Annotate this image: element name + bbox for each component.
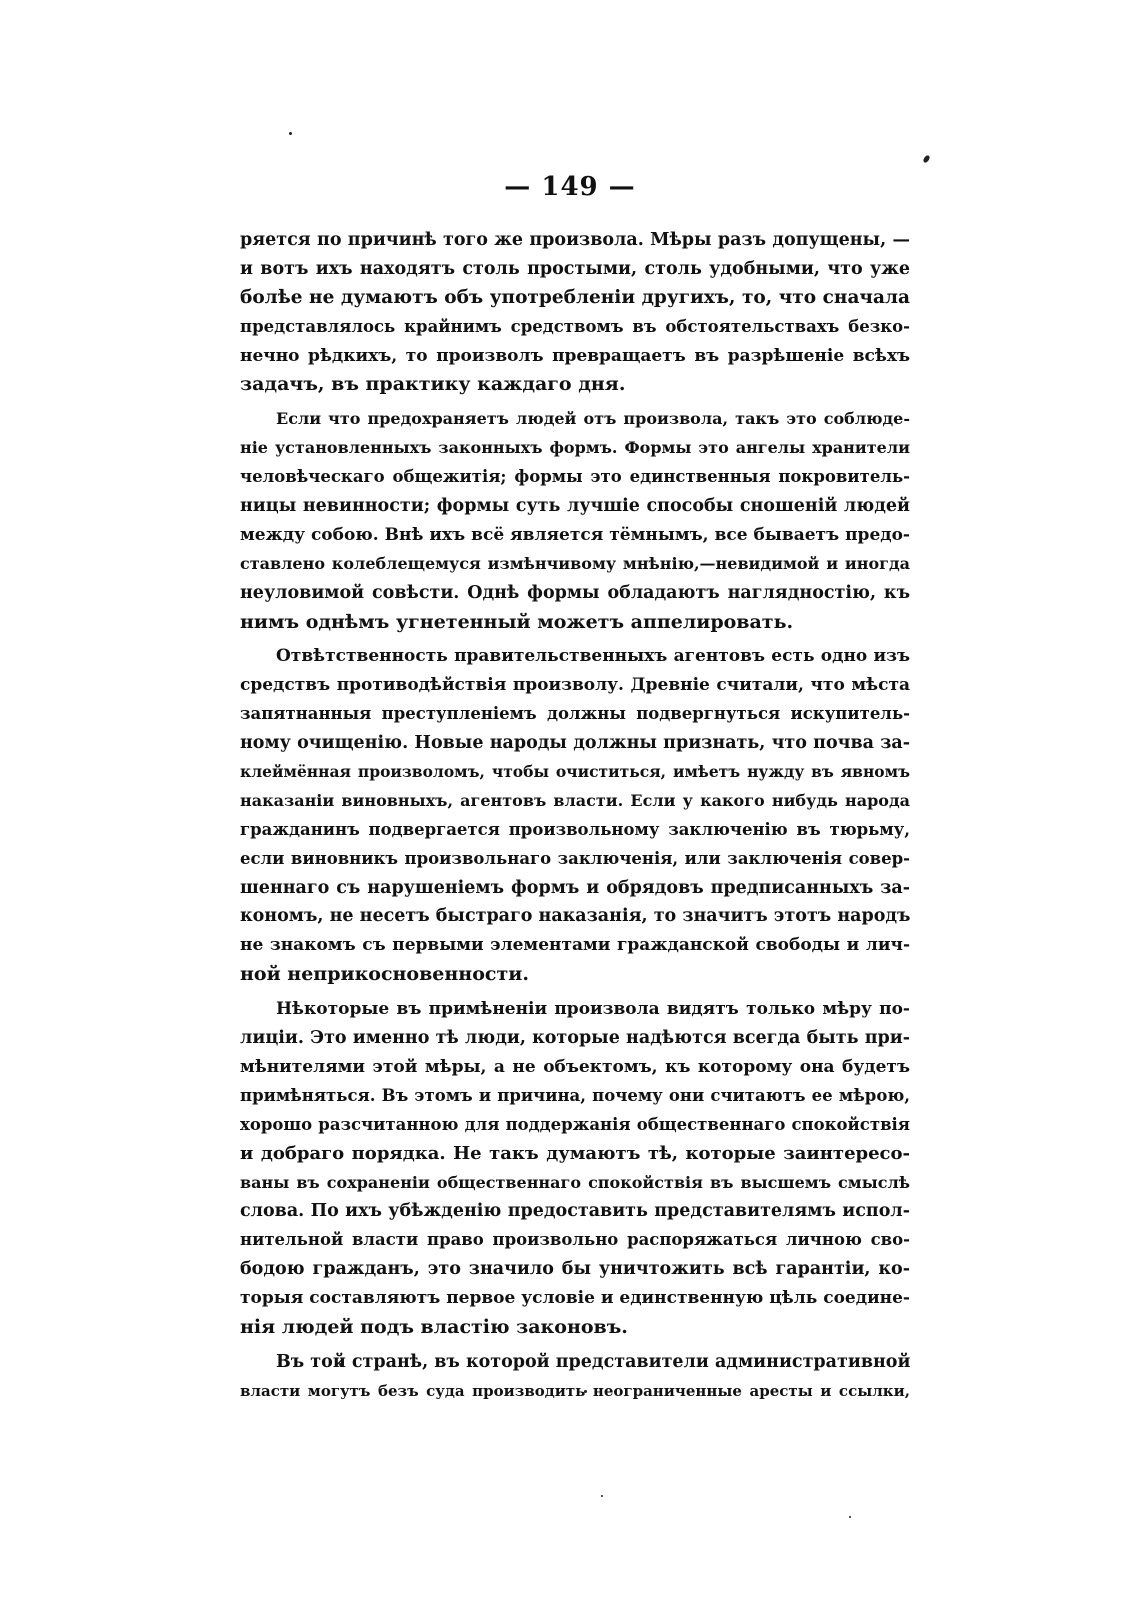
text-line: между собою. Внѣ ихъ всё является тёмнымъ, все бываетъ предо-	[240, 524, 910, 545]
text-line: ницы невинности; формы суть лучшiе способы сношенiй людей	[240, 496, 910, 517]
text-line: нительной власти право произвольно распоряжаться личною сво-	[240, 1230, 910, 1250]
text-line: торыя составляютъ первое условiе и единственную цѣль соедине-	[240, 1288, 910, 1309]
text-line: шеннаго съ нарушенiемъ формъ и обрядовъ предписанныхъ за-	[240, 877, 910, 898]
paragraph	[240, 405, 910, 636]
text-line: ставлено колеблещемуся измѣнчивому мнѣнiю,—невидимой и иногда	[240, 553, 910, 573]
text-line: хорошо разсчитанною для поддержанiя общественнаго спокойствiя	[240, 1114, 910, 1134]
scan-speck	[601, 1495, 603, 1497]
text-line: лицiи. Это именно тѣ люди, которые надѣются всегда быть при-	[240, 1028, 910, 1049]
paragraph	[240, 642, 910, 989]
text-line: и добраго порядка. Не такъ думаютъ тѣ, которые заинтересо-	[240, 1142, 910, 1164]
text-line: ному очищенiю. Новые народы должны признать, что почва за-	[240, 733, 910, 754]
text-line: человѣческаго общежитiя; формы это единственныя покровитель-	[240, 467, 910, 487]
text-line: наказанiи виновныхъ, агентовъ власти. Если у какого нибудь народа	[240, 790, 910, 810]
text-line: Въ той странѣ, въ которой представители административной	[276, 1351, 910, 1372]
text-line: запятнанныя преступленiемъ должны подвергнуться искупитель-	[240, 704, 910, 724]
text-line: слова. По ихъ убѣжденiю предоставить представителямъ испол-	[240, 1201, 910, 1222]
text-line: кономъ, не несетъ быстраго наказанiя, то значитъ этотъ народъ	[240, 906, 910, 927]
text-line: гражданинъ подвергается произвольному заключенiю въ тюрьму,	[240, 819, 910, 839]
text-line: болѣе не думаютъ объ употребленiи другихъ, то, что сначала	[240, 286, 910, 308]
text-line: задачъ, въ практику каждаго дня.	[240, 373, 626, 396]
text-line: неуловимой совѣсти. Однѣ формы обладаютъ наглядностiю, къ	[240, 582, 910, 603]
text-line: ряется по причинѣ того же произвола. Мѣры разъ допущены, —	[240, 230, 910, 250]
text-line: средствъ противодѣйствiя произволу. Древнiе считали, что мѣста	[240, 675, 910, 696]
text-line: нечно рѣдкихъ, то произволъ превращаетъ въ разрѣшенiе всѣхъ	[240, 345, 910, 366]
text-line: нимъ однѣмъ угнетенный можетъ аппелировать.	[240, 610, 794, 633]
text-line: ной неприкосновенности.	[240, 963, 529, 986]
text-line: Отвѣтственность правительственныхъ агентовъ есть одно изъ	[276, 646, 910, 667]
scan-speck	[289, 132, 292, 135]
text-line: и вотъ ихъ находятъ столь простыми, столь удобными, что уже	[240, 258, 910, 279]
text-line: Если что предохраняетъ людей отъ произвола, такъ это соблюде-	[276, 409, 910, 429]
text-line: представлялось крайнимъ средствомъ въ обстоятельствахъ безко-	[240, 316, 910, 336]
text-line: клеймённая произволомъ, чтобы очиститься, имѣетъ нужду въ явномъ	[240, 762, 910, 782]
paragraph	[240, 1348, 910, 1406]
paragraph	[240, 226, 910, 399]
scan-speck	[922, 154, 931, 163]
scan-speck	[849, 1516, 851, 1518]
text-line: ваны въ сохраненiи общественнаго спокойствiя въ высшемъ смыслѣ	[240, 1172, 910, 1192]
text-line: нiя людей подъ властiю законовъ.	[240, 1315, 628, 1338]
body-text	[240, 226, 910, 1412]
text-line: нiе установленныхъ законныхъ формъ. Формы это ангелы хранители	[240, 438, 910, 458]
text-line: не знакомъ съ первыми элементами гражданской свободы и лич-	[240, 935, 910, 956]
text-line: примѣняться. Въ этомъ и причина, почему они считаютъ ее мѣрою,	[240, 1085, 910, 1105]
text-line: бодою гражданъ, это значило бы уничтожить всѣ гарантiи, ко-	[240, 1259, 910, 1280]
paragraph	[240, 995, 910, 1342]
text-line: власти могутъ безъ суда производить неограниченные аресты и ссылки,	[240, 1381, 910, 1400]
text-line: Нѣкоторые въ примѣненiи произвола видятъ только мѣру по-	[276, 999, 910, 1020]
text-line: мѣнителями этой мѣры, а не объектомъ, къ которому она будетъ	[240, 1056, 910, 1077]
text-line: если виновникъ произвольнаго заключенiя, или заключенiя совер-	[240, 848, 910, 868]
page-number: — 149 —	[504, 172, 636, 202]
